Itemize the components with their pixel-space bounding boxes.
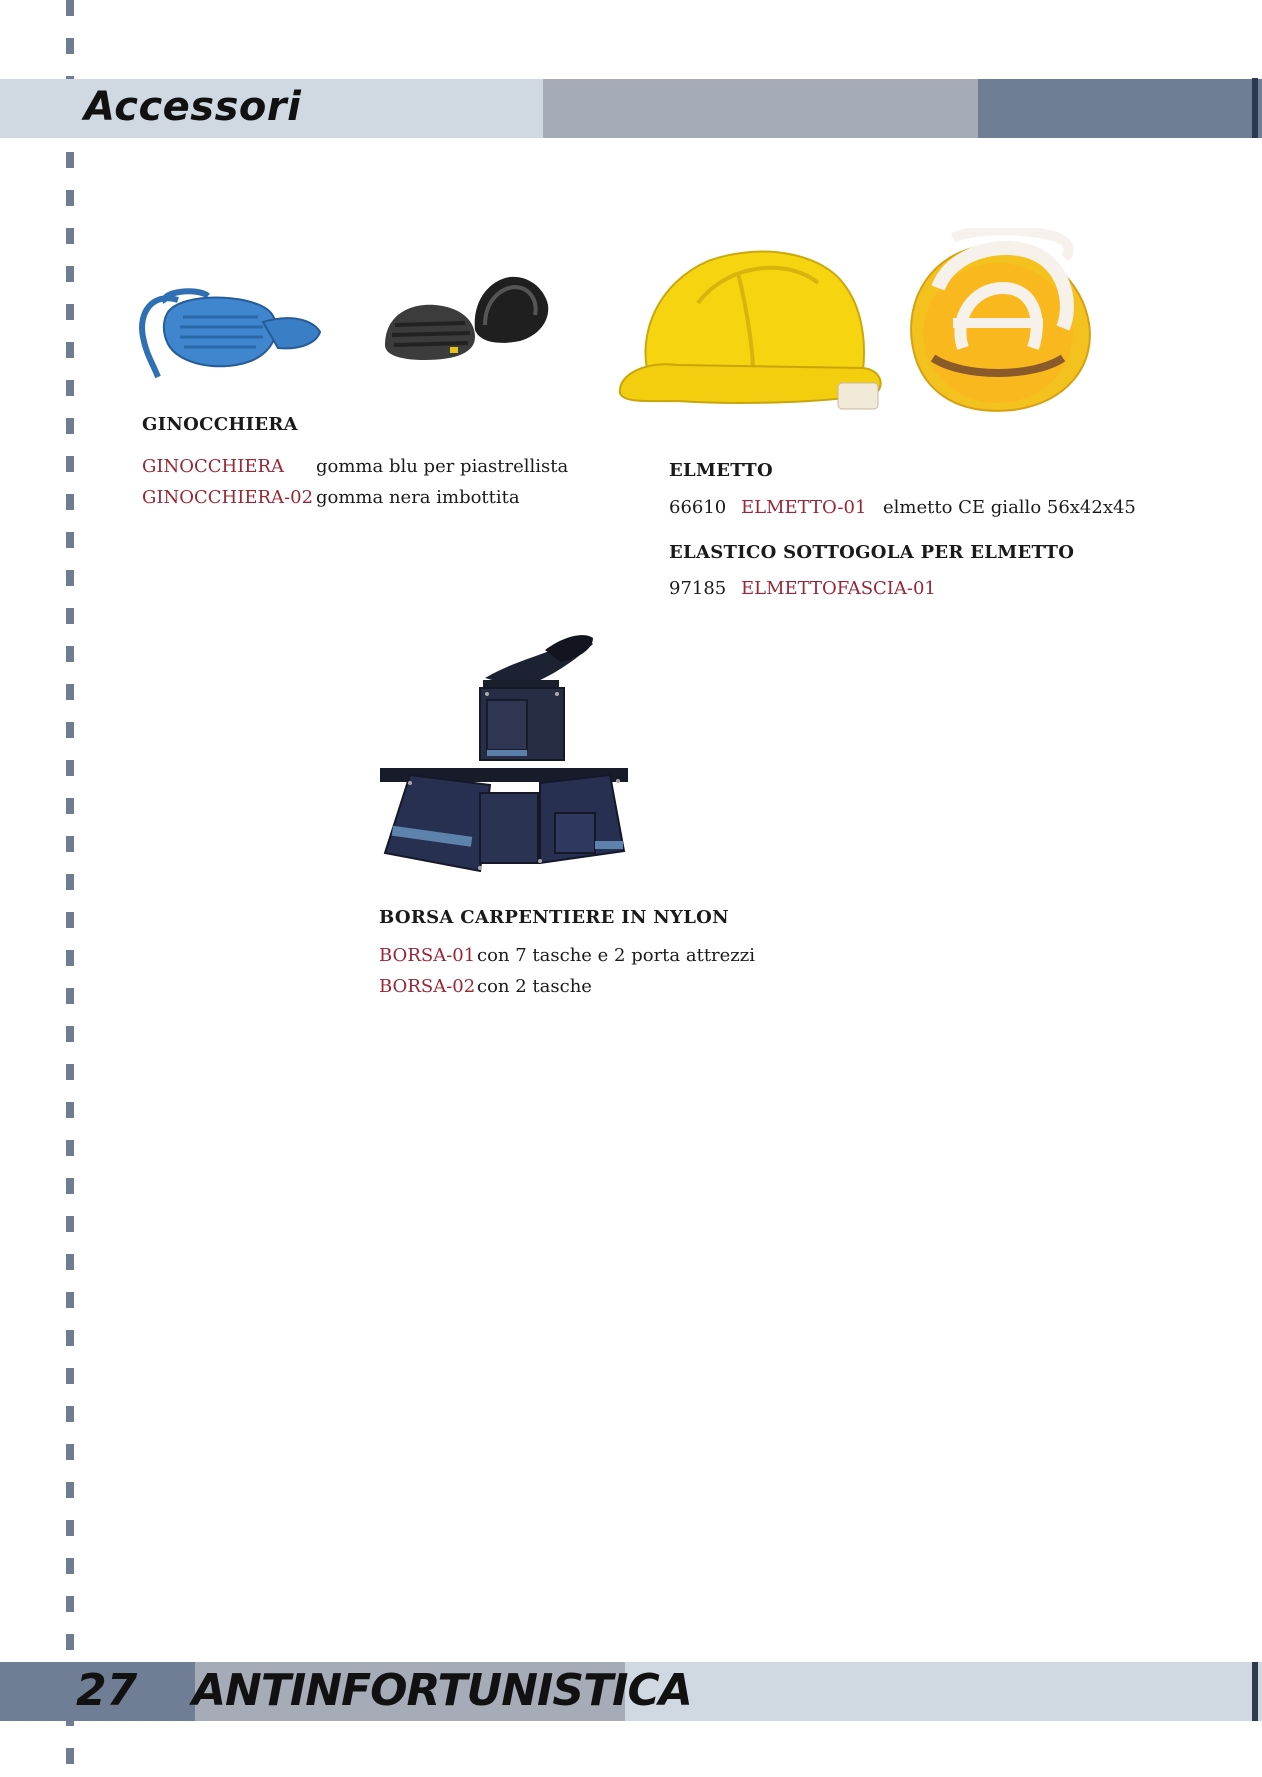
- multi-pocket-tool-bag-image: [380, 763, 628, 883]
- elmetto-desc-1: elmetto CE giallo 56x42x45: [883, 497, 1136, 518]
- elastico-heading: ELASTICO SOTTOGOLA PER ELMETTO: [669, 542, 1075, 563]
- header-band-dark: [978, 79, 1262, 138]
- footer-edge-bar: [1252, 1662, 1258, 1721]
- footer-band-light: [625, 1662, 1262, 1721]
- ginocchiera-heading: GINOCCHIERA: [142, 414, 298, 435]
- borsa-code-2: BORSA-02: [379, 976, 476, 997]
- ginocchiera-desc-2: gomma nera imbottita: [316, 487, 520, 508]
- page-margin-rule: [66, 0, 74, 1777]
- yellow-helmet-image: [618, 243, 890, 423]
- ginocchiera-desc-1: gomma blu per piastrellista: [316, 456, 569, 477]
- helmet-interior-image: [893, 228, 1105, 436]
- single-tool-bag-image: [475, 630, 600, 770]
- elastico-number-1: 97185: [669, 578, 727, 599]
- section-title: Accessori: [84, 84, 302, 130]
- page-number: 27: [76, 1665, 138, 1716]
- catalog-title: ANTINFORTUNISTICA: [192, 1665, 692, 1716]
- elastico-code-1: ELMETTOFASCIA-01: [741, 578, 936, 599]
- blue-knee-pad-image: [138, 282, 323, 382]
- header-edge-bar: [1252, 78, 1258, 138]
- header-band-mid: [543, 79, 978, 138]
- black-knee-pads-image: [380, 275, 550, 370]
- elmetto-code-1: ELMETTO-01: [741, 497, 867, 518]
- borsa-heading: BORSA CARPENTIERE IN NYLON: [379, 907, 729, 928]
- ginocchiera-code-2: GINOCCHIERA-02: [142, 487, 314, 508]
- elmetto-heading: ELMETTO: [669, 460, 773, 481]
- borsa-desc-2: con 2 tasche: [477, 976, 592, 997]
- ginocchiera-code-1: GINOCCHIERA: [142, 456, 285, 477]
- borsa-code-1: BORSA-01: [379, 945, 476, 966]
- borsa-desc-1: con 7 tasche e 2 porta attrezzi: [477, 945, 756, 966]
- elmetto-number-1: 66610: [669, 497, 727, 518]
